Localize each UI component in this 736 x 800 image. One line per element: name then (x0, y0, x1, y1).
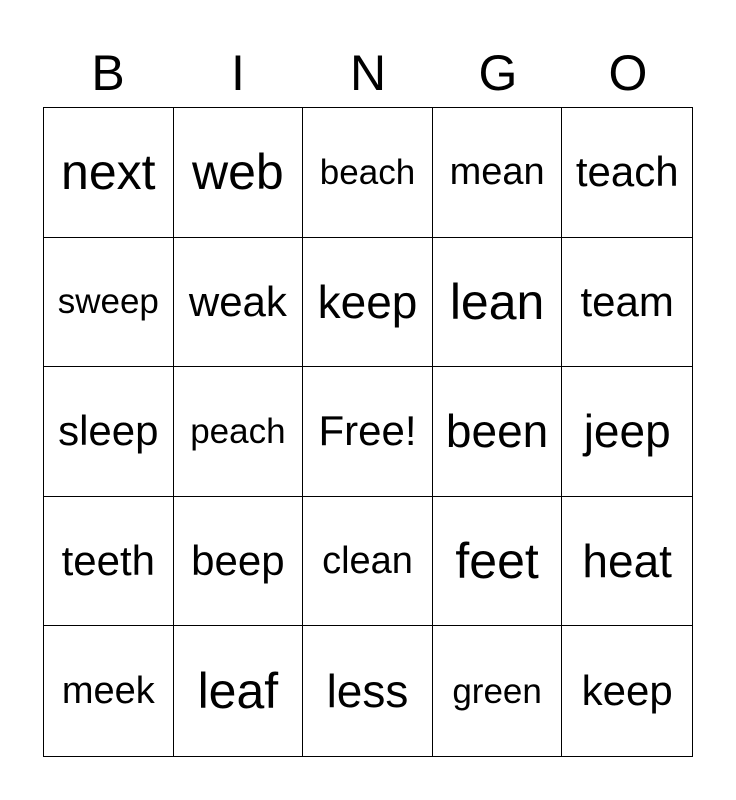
bingo-cell-r4-c2[interactable]: beep (174, 497, 304, 627)
bingo-cell-r4-c5[interactable]: heat (562, 497, 692, 627)
bingo-cell-r2-c1[interactable]: sweep (44, 238, 174, 368)
bingo-header (43, 40, 693, 106)
bingo-cell-r2-c3[interactable]: keep (303, 238, 433, 368)
bingo-cell-r1-c2[interactable]: web (174, 108, 304, 238)
bingo-cell-r1-c5[interactable]: teach (562, 108, 692, 238)
bingo-cell-r1-c1[interactable]: next (44, 108, 174, 238)
bingo-cell-r3-c2[interactable]: peach (174, 367, 304, 497)
bingo-cell-r4-c4[interactable]: feet (433, 497, 563, 627)
header-letter-i: I (231, 45, 245, 101)
bingo-cell-r3-c5[interactable]: jeep (562, 367, 692, 497)
bingo-board (43, 107, 693, 757)
bingo-cell-r1-c4[interactable]: mean (433, 108, 563, 238)
bingo-cell-r1-c3[interactable]: beach (303, 108, 433, 238)
bingo-cell-r3-c1[interactable]: sleep (44, 367, 174, 497)
bingo-cell-r5-c5[interactable]: keep (581, 667, 673, 715)
bingo-cell-r3-c3[interactable]: Free! (303, 367, 433, 497)
bingo-cell-r5-c4[interactable]: green (433, 626, 563, 756)
bingo-cell-r3-c4[interactable]: been (433, 367, 563, 497)
bingo-cell-r4-c1[interactable]: teeth (44, 497, 174, 627)
bingo-cell-r2-c4[interactable]: lean (433, 238, 563, 368)
header-letter-g: G (478, 45, 518, 101)
bingo-cell-r2-c5[interactable]: team (562, 238, 692, 368)
header-letter-b: B (91, 45, 125, 101)
header-letter-o: O (608, 45, 648, 101)
bingo-cell-r5-c2[interactable]: leaf (174, 626, 304, 756)
header-letter-n: N (349, 45, 387, 101)
bingo-cell-r5-c3[interactable]: less (303, 626, 433, 756)
bingo-cell-r2-c2[interactable]: weak (174, 238, 304, 368)
bingo-cell-r4-c3[interactable]: clean (303, 497, 433, 627)
bingo-cell-r5-c1[interactable]: meek (44, 626, 174, 756)
